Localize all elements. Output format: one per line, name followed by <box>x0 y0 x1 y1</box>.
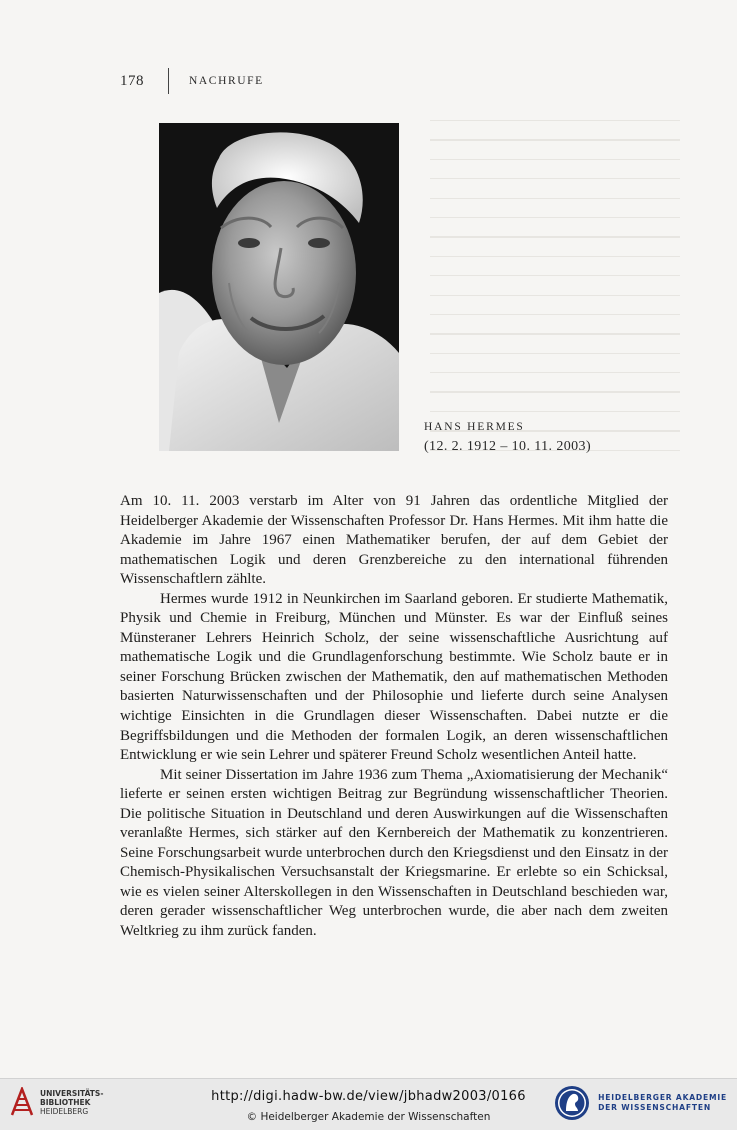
caption-dates: (12. 2. 1912 – 10. 11. 2003) <box>424 439 592 454</box>
paragraph-2: Hermes wurde 1912 in Neunkirchen im Saarland geboren. Er studierte Mathematik, Physik und Chemie in Freiburg, München und Münster. Es war der Einfluß seines Münsteraner Lehrers Heinrich Scholz, der seine wissenschaftliche Ausrichtung auf mathematische Logik und die Grundlagenforschung bestimmte. Wie Scholz baute er in seiner Forschung Brücken zwischen der Mathematik, den auf mathematischen Methoden basierten Naturwissenschaften und der Philosophie und lieferte durch seine Analysen wichtige Einsichten in die Grundlagen dieser Wissenschaften. Dabei nutzte er die Begriffsbildungen und die Methoden der formalen Logik, an deren wissenschaftlichen Entwicklung er wie sein Lehrer und späterer Freund Scholz wesentlichen Anteil hatte. <box>120 590 668 764</box>
viewer-footer <box>0 1078 737 1130</box>
caption-name: HANS HERMES <box>424 421 525 433</box>
copyright-notice: © Heidelberger Akademie der Wissenschaften <box>246 1111 491 1123</box>
portrait-image <box>159 123 399 451</box>
academy-seal-icon <box>554 1085 590 1121</box>
academy-logo[interactable] <box>554 1085 727 1121</box>
page-number: 178 <box>120 72 144 89</box>
library-name-line1: UNIVERSITÄTS- <box>40 1088 104 1098</box>
obituary-text <box>120 492 668 942</box>
header-divider <box>168 68 169 94</box>
paragraph-3: Mit seiner Dissertation im Jahre 1936 zum Thema „Axiomatisierung der Mechanik“ lieferte er seinen ersten wichtigen Beitrag zur Begründung wissenschaftlicher Theorien. Die politische Situation in Deutschland und deren Auswirkungen auf die Wissenschaften veranlaßte Hermes, sich stärker auf den Kernbereich der Mathematik zu konzentrieren. Seine Forschungsarbeit wurde unterbrochen durch den Kriegsdienst und den Einsatz in der Chemisch-Physikalischen Versuchsanstalt der Kriegsmarine. Er erlebte so ein Schicksal, wie es vielen seiner Alterskollegen in den Wissenschaften in Deutschland beschieden war, deren gerader wissenschaftlicher Weg unterbrochen wurde, die aber nach dem zweiten Weltkrieg zu ihm zurück fanden. <box>120 766 668 940</box>
running-head <box>120 68 264 94</box>
photo-caption <box>424 420 591 457</box>
library-name-line2: BIBLIOTHEK <box>40 1097 91 1107</box>
academy-name-line1: HEIDELBERGER AKADEMIE <box>598 1093 727 1102</box>
section-title: NACHRUFE <box>189 75 264 87</box>
library-name-line3: HEIDELBERG <box>40 1106 89 1116</box>
portrait-photo <box>159 123 399 451</box>
academy-name-line2: DER WISSENSCHAFTEN <box>598 1103 711 1112</box>
permalink-url[interactable]: http://digi.hadw-bw.de/view/jbhadw2003/0166 <box>211 1089 526 1104</box>
paragraph-1: Am 10. 11. 2003 verstarb im Alter von 91 Jahren das ordentliche Mitglied der Heidelberger Akademie der Wissenschaften Professor Dr. Hans Hermes. Mit ihm hatte die Akademie im Jahre 1967 einen Mathematiker berufen, der auf dem Gebiet der mathematischen Logik und deren Grenzbereiche zu den international führenden Wissenschaftlern zählte. <box>120 493 668 588</box>
